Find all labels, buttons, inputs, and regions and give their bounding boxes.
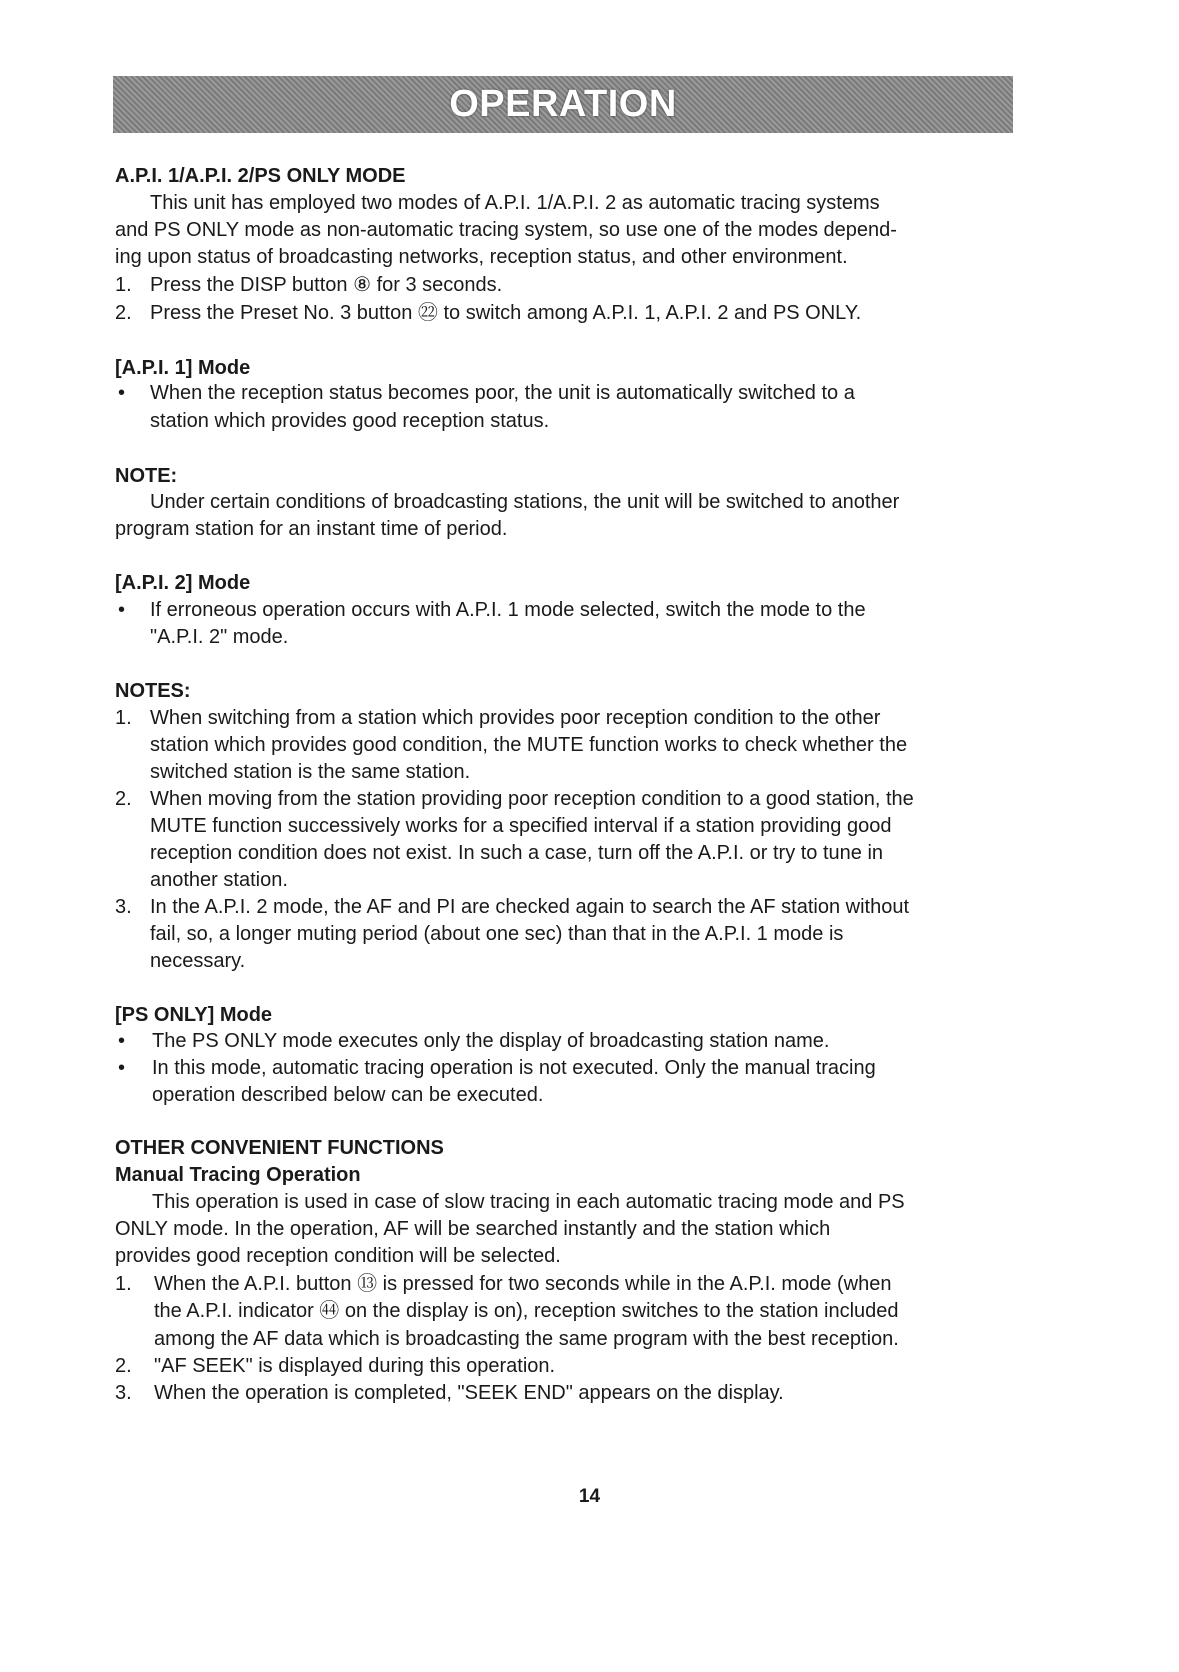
subheading: [A.P.I. 2] Mode xyxy=(115,572,251,594)
bullet-line: In this mode, automatic tracing operation is not executed. Only the manual tracing xyxy=(152,1057,876,1079)
step-number: 1. xyxy=(115,1273,132,1295)
bullet-line: When the reception status becomes poor, the unit is automatically switched to a xyxy=(150,382,855,404)
bullet-line: operation described below can be executed. xyxy=(152,1084,544,1106)
note-item-line: MUTE function successively works for a specified interval if a station providing good xyxy=(150,815,892,837)
step-text: When the operation is completed, "SEEK END" appears on the display. xyxy=(154,1382,784,1404)
step-number: 2. xyxy=(115,302,132,324)
page-number: 14 xyxy=(578,1486,601,1507)
note-item-line: When moving from the station providing poor reception condition to a good station, the xyxy=(150,788,914,810)
note-item-line: When switching from a station which provides poor reception condition to the other xyxy=(150,707,881,729)
note-item-line: switched station is the same station. xyxy=(150,761,471,783)
note-item-line: another station. xyxy=(150,869,288,891)
step-text: among the AF data which is broadcasting the same program with the best reception. xyxy=(154,1328,899,1350)
paragraph-line: This operation is used in case of slow tracing in each automatic tracing mode and PS xyxy=(152,1191,905,1213)
note-item-line: fail, so, a longer muting period (about one sec) than that in the A.P.I. 1 mode is xyxy=(150,923,844,945)
step-text: When the A.P.I. button ⑬ is pressed for two seconds while in the A.P.I. mode (when xyxy=(154,1273,892,1295)
bullet-line: "A.P.I. 2" mode. xyxy=(150,626,289,648)
step-text: Press the Preset No. 3 button ㉒ to switch among A.P.I. 1, A.P.I. 2 and PS ONLY. xyxy=(150,302,862,324)
subheading: [A.P.I. 1] Mode xyxy=(115,357,251,379)
paragraph-line: provides good reception condition will be selected. xyxy=(115,1245,561,1267)
step-number: 1. xyxy=(115,707,132,729)
note-line: Under certain conditions of broadcasting stations, the unit will be switched to another xyxy=(150,491,900,513)
bullet-line: If erroneous operation occurs with A.P.I. 1 mode selected, switch the mode to the xyxy=(150,599,866,621)
bullet: • xyxy=(118,382,126,404)
paragraph-line: This unit has employed two modes of A.P.I. 1/A.P.I. 2 as automatic tracing systems xyxy=(150,192,880,214)
subheading: [PS ONLY] Mode xyxy=(115,1004,273,1026)
step-number: 3. xyxy=(115,896,132,918)
step-text: Press the DISP button ⑧ for 3 seconds. xyxy=(150,274,503,296)
paragraph-line: ing upon status of broadcasting networks, reception status, and other environment. xyxy=(115,246,848,268)
notes-heading: NOTES: xyxy=(115,680,191,702)
bullet: • xyxy=(118,1057,126,1079)
banner-title: OPERATION xyxy=(449,83,677,125)
step-text: the A.P.I. indicator ㊹ on the display is on), reception switches to the station included xyxy=(154,1300,899,1322)
step-number: 2. xyxy=(115,788,132,810)
note-item-line: station which provides good condition, the MUTE function works to check whether the xyxy=(150,734,908,756)
section-heading: A.P.I. 1/A.P.I. 2/PS ONLY MODE xyxy=(115,165,406,187)
bullet-line: station which provides good reception status. xyxy=(150,410,550,432)
note-item-line: necessary. xyxy=(150,950,246,972)
note-item-line: reception condition does not exist. In such a case, turn off the A.P.I. or try to tune in xyxy=(150,842,884,864)
step-number: 3. xyxy=(115,1382,132,1404)
note-line: program station for an instant time of period. xyxy=(115,518,508,540)
bullet: • xyxy=(118,1030,126,1052)
step-text: "AF SEEK" is displayed during this operation. xyxy=(154,1355,556,1377)
note-heading: NOTE: xyxy=(115,465,178,487)
step-number: 2. xyxy=(115,1355,132,1377)
section-heading: OTHER CONVENIENT FUNCTIONS xyxy=(115,1137,444,1159)
bullet: • xyxy=(118,599,126,621)
bullet-line: The PS ONLY mode executes only the display of broadcasting station name. xyxy=(152,1030,830,1052)
step-number: 1. xyxy=(115,274,132,296)
subheading: Manual Tracing Operation xyxy=(115,1164,361,1186)
note-item-line: In the A.P.I. 2 mode, the AF and PI are checked again to search the AF station without xyxy=(150,896,909,918)
paragraph-line: and PS ONLY mode as non-automatic tracing system, so use one of the modes depend- xyxy=(115,219,897,241)
section-banner xyxy=(113,76,1013,133)
paragraph-line: ONLY mode. In the operation, AF will be searched instantly and the station which xyxy=(115,1218,831,1240)
